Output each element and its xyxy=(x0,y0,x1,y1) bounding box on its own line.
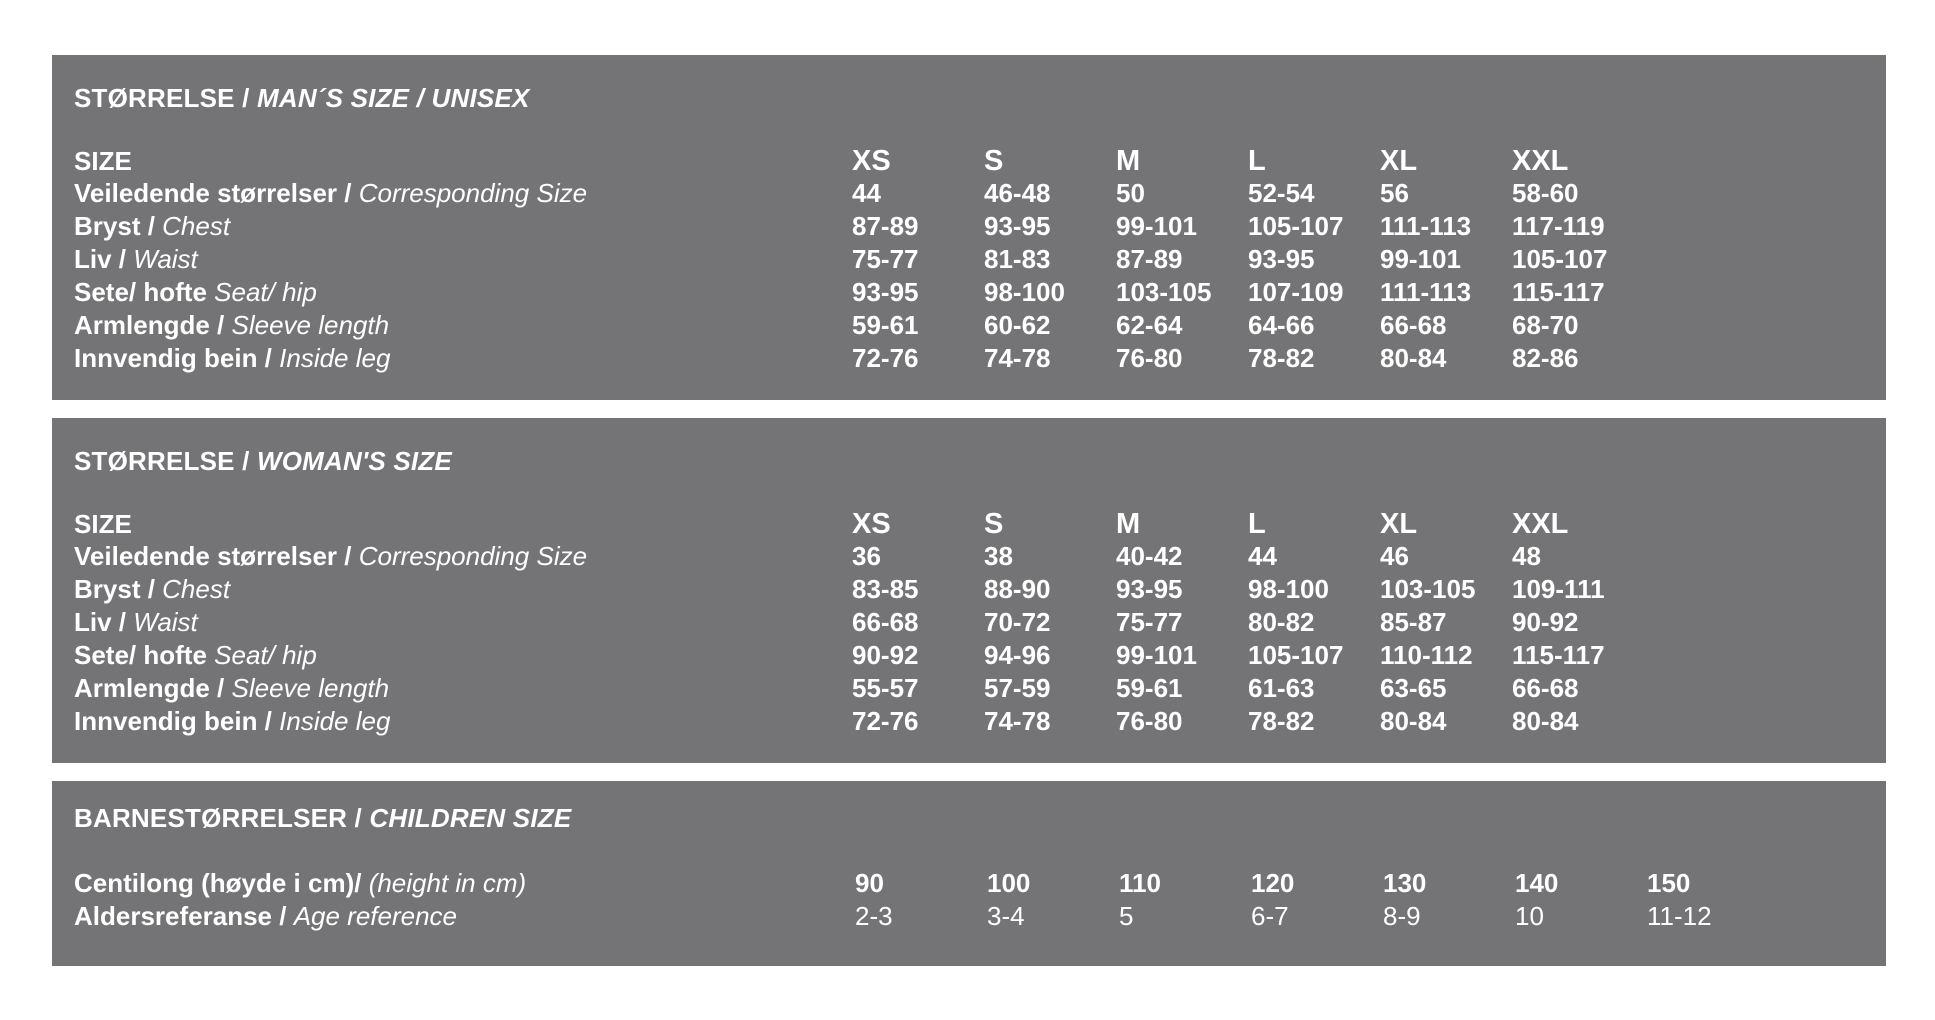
cell: 130 xyxy=(1383,868,1427,898)
row-label: Bryst / Chest xyxy=(74,211,231,241)
cell: 66-68 xyxy=(852,607,919,637)
row-label: Veiledende størrelser / Corresponding Size xyxy=(74,541,588,571)
cell: 93-95 xyxy=(984,211,1051,241)
cell: 111-113 xyxy=(1380,277,1472,307)
cell: 105-107 xyxy=(1248,640,1344,670)
cell: 94-96 xyxy=(984,640,1051,670)
children-title-norwegian: BARNESTØRRELSER / xyxy=(74,803,362,833)
cell: 44 xyxy=(1248,541,1277,571)
cell: 107-109 xyxy=(1248,277,1344,307)
cell: 93-95 xyxy=(1248,244,1315,274)
men-panel-title xyxy=(74,83,530,114)
cell: 80-84 xyxy=(1380,706,1447,736)
women-panel-title xyxy=(74,446,452,477)
cell: 111-113 xyxy=(1380,211,1472,241)
cell: 59-61 xyxy=(1116,673,1183,703)
cell: 80-84 xyxy=(1380,343,1447,373)
women-col-xs: XS xyxy=(852,508,891,540)
cell: 90-92 xyxy=(1512,607,1579,637)
cell: 93-95 xyxy=(852,277,919,307)
cell: 62-64 xyxy=(1116,310,1183,340)
women-header-row xyxy=(52,508,1886,540)
cell: 38 xyxy=(984,541,1013,571)
cell: 109-111 xyxy=(1512,574,1605,604)
cell: 36 xyxy=(852,541,881,571)
cell: 64-66 xyxy=(1248,310,1315,340)
cell: 74-78 xyxy=(984,706,1051,736)
cell: 78-82 xyxy=(1248,706,1315,736)
women-col-s: S xyxy=(984,508,1004,540)
cell: 6-7 xyxy=(1251,901,1289,931)
children-panel-title xyxy=(74,803,571,834)
cell: 87-89 xyxy=(852,211,919,241)
row-label: Armlengde / Sleeve length xyxy=(74,673,390,703)
cell: 99-101 xyxy=(1380,244,1461,274)
cell: 63-65 xyxy=(1380,673,1447,703)
men-row-chest xyxy=(52,210,1886,242)
cell: 83-85 xyxy=(852,574,919,604)
cell: 61-63 xyxy=(1248,673,1315,703)
women-row-inside-leg xyxy=(52,705,1886,737)
row-label: Aldersreferanse / Age reference xyxy=(74,901,458,931)
cell: 99-101 xyxy=(1116,640,1197,670)
cell: 56 xyxy=(1380,178,1409,208)
cell: 98-100 xyxy=(1248,574,1329,604)
row-label: Liv / Waist xyxy=(74,244,198,274)
cell: 76-80 xyxy=(1116,706,1183,736)
row-label: Sete/ hofte Seat/ hip xyxy=(74,640,317,670)
women-row-corresponding xyxy=(52,540,1886,572)
cell: 66-68 xyxy=(1380,310,1447,340)
cell: 88-90 xyxy=(984,574,1051,604)
men-col-l: L xyxy=(1248,145,1266,177)
cell: 44 xyxy=(852,178,881,208)
cell: 72-76 xyxy=(852,343,919,373)
cell: 66-68 xyxy=(1512,673,1579,703)
women-row-sleeve xyxy=(52,672,1886,704)
women-col-xxl: XXL xyxy=(1512,508,1569,540)
cell: 74-78 xyxy=(984,343,1051,373)
women-size-panel xyxy=(52,418,1886,763)
row-label: Armlengde / Sleeve length xyxy=(74,310,390,340)
women-col-l: L xyxy=(1248,508,1266,540)
cell: 110 xyxy=(1119,868,1161,898)
cell: 75-77 xyxy=(1116,607,1183,637)
cell: 48 xyxy=(1512,541,1541,571)
men-row-corresponding xyxy=(52,177,1886,209)
cell: 60-62 xyxy=(984,310,1051,340)
cell: 59-61 xyxy=(852,310,919,340)
men-row-waist xyxy=(52,243,1886,275)
cell: 2-3 xyxy=(855,901,893,931)
women-title-english: WOMAN'S SIZE xyxy=(257,446,452,476)
children-row-height xyxy=(52,867,1886,899)
women-row-waist xyxy=(52,606,1886,638)
cell: 99-101 xyxy=(1116,211,1197,241)
cell: 80-82 xyxy=(1248,607,1315,637)
cell: 150 xyxy=(1647,868,1691,898)
row-label: Innvendig bein / Inside leg xyxy=(74,706,391,736)
cell: 98-100 xyxy=(984,277,1065,307)
children-title-english: CHILDREN SIZE xyxy=(369,803,572,833)
cell: 87-89 xyxy=(1116,244,1183,274)
cell: 75-77 xyxy=(852,244,919,274)
men-col-s: S xyxy=(984,145,1004,177)
cell: 46 xyxy=(1380,541,1409,571)
cell: 103-105 xyxy=(1116,277,1212,307)
cell: 140 xyxy=(1515,868,1559,898)
cell: 80-84 xyxy=(1512,706,1579,736)
cell: 57-59 xyxy=(984,673,1051,703)
cell: 85-87 xyxy=(1380,607,1447,637)
women-row-seat xyxy=(52,639,1886,671)
cell: 90 xyxy=(855,868,884,898)
cell: 10 xyxy=(1515,901,1544,931)
cell: 55-57 xyxy=(852,673,919,703)
men-title-english: MAN´S SIZE / UNISEX xyxy=(257,83,530,113)
cell: 70-72 xyxy=(984,607,1051,637)
cell: 81-83 xyxy=(984,244,1051,274)
children-row-age xyxy=(52,900,1886,932)
women-col-m: M xyxy=(1116,508,1141,540)
cell: 8-9 xyxy=(1383,901,1421,931)
row-label: Liv / Waist xyxy=(74,607,198,637)
men-size-panel xyxy=(52,55,1886,400)
women-size-label: SIZE xyxy=(74,509,132,539)
men-col-xs: XS xyxy=(852,145,891,177)
cell: 93-95 xyxy=(1116,574,1183,604)
cell: 50 xyxy=(1116,178,1145,208)
men-size-label: SIZE xyxy=(74,146,132,176)
row-label: Sete/ hofte Seat/ hip xyxy=(74,277,317,307)
cell: 72-76 xyxy=(852,706,919,736)
cell: 105-107 xyxy=(1248,211,1344,241)
cell: 78-82 xyxy=(1248,343,1315,373)
men-col-xl: XL xyxy=(1380,145,1418,177)
women-row-chest xyxy=(52,573,1886,605)
row-label: Veiledende størrelser / Corresponding Size xyxy=(74,178,588,208)
cell: 68-70 xyxy=(1512,310,1579,340)
cell: 76-80 xyxy=(1116,343,1183,373)
cell: 105-107 xyxy=(1512,244,1608,274)
cell: 117-119 xyxy=(1512,211,1605,241)
men-title-norwegian: STØRRELSE / xyxy=(74,83,250,113)
cell: 3-4 xyxy=(987,901,1025,931)
cell: 103-105 xyxy=(1380,574,1476,604)
women-title-norwegian: STØRRELSE / xyxy=(74,446,250,476)
row-label: Innvendig bein / Inside leg xyxy=(74,343,391,373)
cell: 11-12 xyxy=(1647,901,1712,931)
cell: 40-42 xyxy=(1116,541,1183,571)
cell: 115-117 xyxy=(1512,277,1605,307)
men-col-xxl: XXL xyxy=(1512,145,1569,177)
cell: 58-60 xyxy=(1512,178,1579,208)
cell: 100 xyxy=(987,868,1031,898)
row-label: Bryst / Chest xyxy=(74,574,231,604)
cell: 90-92 xyxy=(852,640,919,670)
cell: 120 xyxy=(1251,868,1295,898)
row-label: Centilong (høyde i cm)/ (height in cm) xyxy=(74,868,527,898)
men-row-seat xyxy=(52,276,1886,308)
cell: 46-48 xyxy=(984,178,1051,208)
men-row-sleeve xyxy=(52,309,1886,341)
children-size-panel xyxy=(52,781,1886,966)
cell: 5 xyxy=(1119,901,1134,931)
cell: 52-54 xyxy=(1248,178,1315,208)
men-col-m: M xyxy=(1116,145,1141,177)
men-header-row xyxy=(52,145,1886,177)
cell: 110-112 xyxy=(1380,640,1473,670)
women-col-xl: XL xyxy=(1380,508,1418,540)
cell: 115-117 xyxy=(1512,640,1605,670)
cell: 82-86 xyxy=(1512,343,1579,373)
men-row-inside-leg xyxy=(52,342,1886,374)
